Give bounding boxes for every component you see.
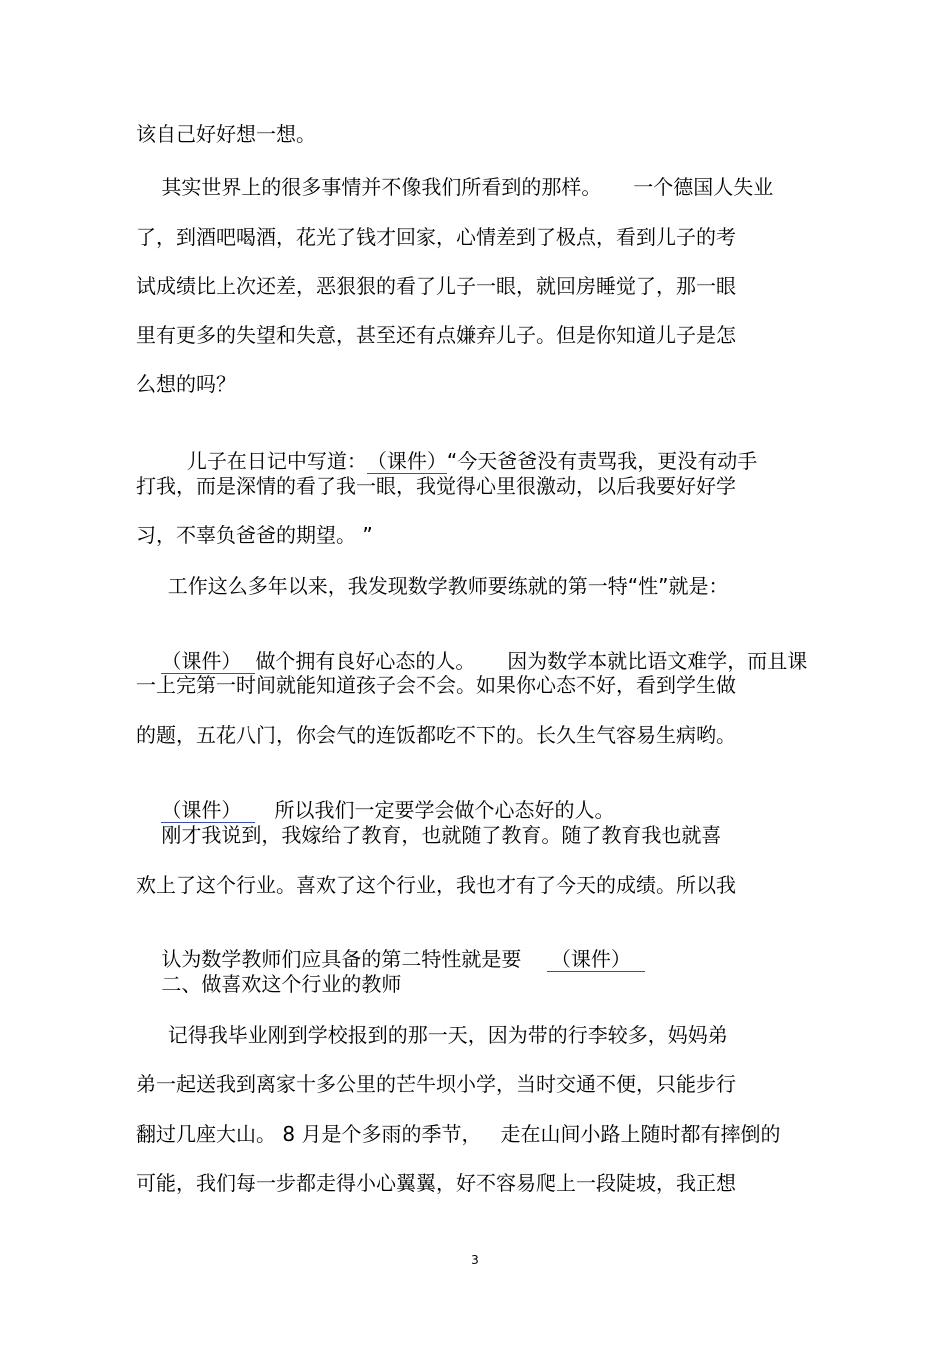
text-segment: 所以我们一定要学会做个心态好的人。	[255, 798, 615, 822]
text-line: 工作这么多年以来，我发现数学教师要练就的第一特“性”就是：	[136, 574, 729, 598]
text-line	[136, 422, 758, 473]
text-segment: 儿子在日记中写道：	[161, 449, 367, 473]
text-line: 可能，我们每一步都走得小心翼翼，好不容易爬上一段陡坡，我正想	[136, 1171, 736, 1195]
text-line: 么想的吗？	[136, 372, 236, 396]
text-line: 试成绩比上次还差，恶狠狠的看了儿子一眼，就回房睡觉了，那一眼	[136, 274, 736, 298]
text-segment: “今天爸爸没有责骂我，更没有动手	[446, 449, 758, 473]
courseware-link[interactable]: （课件）	[547, 947, 645, 972]
text-segment: 做个拥有良好心态的人。 因为数学本就比语文难学，而且课	[255, 649, 808, 673]
text-segment: 认为数学教师们应具备的第二特性就是要	[161, 947, 547, 971]
text-line: 记得我毕业刚到学校报到的那一天，因为带的行李较多，妈妈弟	[136, 1023, 728, 1047]
text-line: 该自己好好想一想。	[136, 122, 316, 146]
text-line: 的题，五花八门，你会气的连饭都吃不下的。长久生气容易生病哟。	[136, 723, 736, 747]
text-line: 了，到酒吧喝酒，花光了钱才回家，心情差到了极点，看到儿子的考	[136, 225, 736, 249]
section-heading: 二、做喜欢这个行业的教师	[136, 972, 402, 996]
text-line: 欢上了这个行业。喜欢了这个行业，我也才有了今天的成绩。所以我	[136, 873, 736, 897]
text-line	[136, 920, 645, 971]
text-line: 里有更多的失望和失意，甚至还有点嫌弃儿子。但是你知道儿子是怎	[136, 323, 736, 347]
page-number: 3	[471, 1253, 479, 1267]
text-line: 打我，而是深情的看了我一眼，我觉得心里很激动，以后我要好好学	[136, 474, 736, 498]
text-line	[136, 622, 808, 673]
courseware-link[interactable]: （课件）	[161, 649, 255, 674]
text-line: 习，不辜负爸爸的期望。 ”	[136, 523, 373, 547]
text-line: 弟一起送我到离家十多公里的芒牛坝小学，当时交通不便，只能步行	[136, 1072, 736, 1096]
text-line: 刚才我说到，我嫁给了教育，也就随了教育。随了教育我也就喜	[136, 823, 722, 847]
text-line: 其实世界上的很多事情并不像我们所看到的那样。 一个德国人失业	[136, 175, 774, 199]
courseware-link[interactable]: （课件）	[366, 449, 447, 473]
courseware-link[interactable]: （课件）	[161, 798, 255, 823]
text-line: 一上完第一时间就能知道孩子会不会。如果你心态不好，看到学生做	[136, 673, 736, 697]
text-line: 翻过几座大山。 8 月是个多雨的季节， 走在山间小路上随时都有摔倒的	[136, 1122, 781, 1146]
text-line	[136, 771, 615, 822]
